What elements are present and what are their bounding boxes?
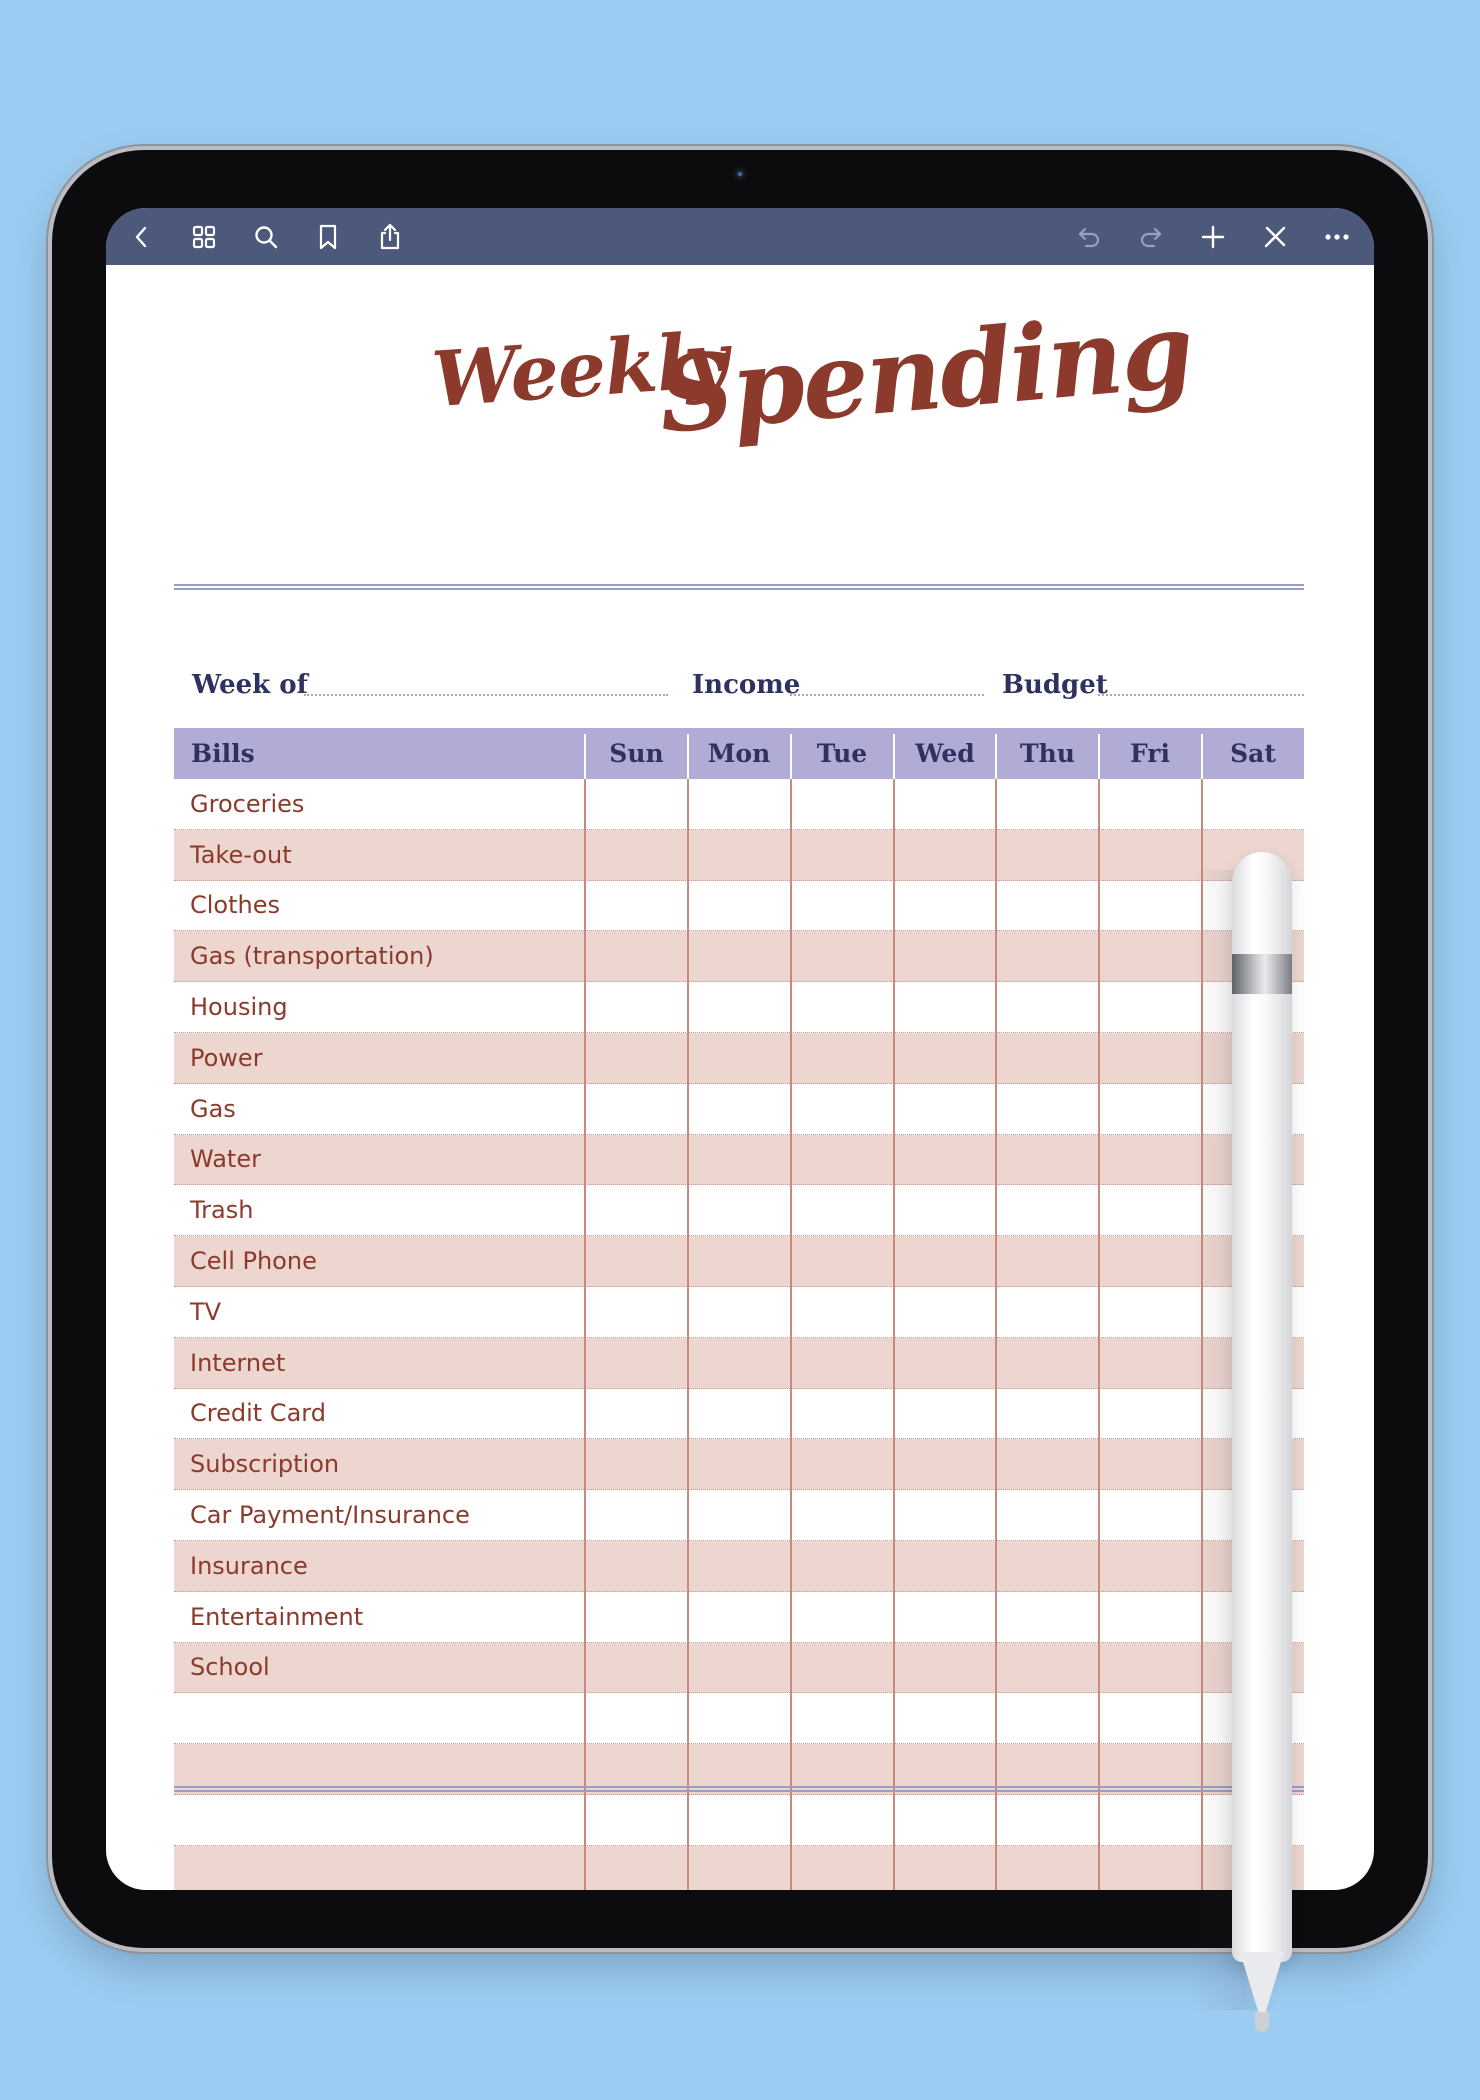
title-weekly: Weekly [429,314,731,425]
row-label: Trash [190,1196,254,1225]
row-label: Power [190,1043,263,1072]
income-field[interactable] [790,694,984,696]
search-icon[interactable] [241,208,291,265]
table-row[interactable] [174,1135,1304,1186]
table-row[interactable] [174,1338,1304,1389]
week-of-label: Week of [192,670,308,700]
header-bills: Bills [191,739,255,768]
row-label: Housing [190,993,288,1022]
table-row[interactable] [174,779,1304,830]
share-icon[interactable] [365,208,415,265]
column-divider [893,779,895,1890]
table-row[interactable] [174,1643,1304,1694]
column-divider [584,779,586,1890]
pencil-band [1232,954,1292,994]
week-of-field[interactable] [304,694,668,696]
table-row[interactable] [174,881,1304,932]
row-label: Gas [190,1094,236,1123]
more-icon[interactable] [1312,208,1362,265]
row-label: Internet [190,1348,286,1377]
column-divider [1098,779,1100,1890]
header-tue: Tue [816,739,868,768]
header-separator [790,734,792,779]
table-row[interactable] [174,1185,1304,1236]
income-label: Income [692,670,801,700]
table-row[interactable] [174,1795,1304,1846]
table-row[interactable] [174,830,1304,881]
pencil-body [1232,852,1292,1962]
camera [733,167,747,181]
header-sun: Sun [609,739,664,768]
title-divider [174,584,1304,590]
header-mon: Mon [707,739,771,768]
header-sat: Sat [1230,739,1276,768]
bookmark-icon[interactable] [303,208,353,265]
header-separator [687,734,689,779]
row-label: Car Payment/Insurance [190,1501,470,1530]
table-row[interactable] [174,1084,1304,1135]
row-label: Groceries [190,789,305,818]
table-row[interactable] [174,1490,1304,1541]
header-separator [893,734,895,779]
pencil-tip-end [1255,2012,1269,2032]
stylus-pencil [1232,852,1292,2032]
row-label: Cell Phone [190,1247,317,1276]
row-label: School [190,1653,270,1682]
header-separator [995,734,997,779]
add-icon[interactable] [1188,208,1238,265]
title-spending: Spending [653,287,1197,458]
budget-label: Budget [1002,670,1108,700]
row-label: Gas (transportation) [190,942,434,971]
table-row[interactable] [174,1541,1304,1592]
undo-icon[interactable] [1064,208,1114,265]
table-row[interactable] [174,1592,1304,1643]
row-label: Water [190,1145,261,1174]
table-row[interactable] [174,1033,1304,1084]
table-row[interactable] [174,1389,1304,1440]
header-wed: Wed [915,739,975,768]
header-separator [584,734,586,779]
header-fri: Fri [1130,739,1170,768]
table-bottom-divider [174,1786,1304,1792]
table-row[interactable] [174,931,1304,982]
row-label: Clothes [190,891,280,920]
back-icon[interactable] [117,208,167,265]
header-separator [1201,734,1203,779]
budget-field[interactable] [1098,694,1304,696]
grid-icon[interactable] [179,208,229,265]
row-label: Insurance [190,1551,308,1580]
table-row[interactable] [174,982,1304,1033]
table-row[interactable] [174,1846,1304,1890]
screen [106,208,1374,1890]
column-divider [995,779,997,1890]
table-header [174,728,1304,779]
row-label: Subscription [190,1450,340,1479]
app-toolbar [106,208,1374,265]
header-separator [1098,734,1100,779]
column-divider [790,779,792,1890]
pen-tool-icon[interactable] [1250,208,1300,265]
row-label: Credit Card [190,1399,326,1428]
table-row[interactable] [174,1693,1304,1744]
page-title [106,265,1374,465]
header-thu: Thu [1020,739,1075,768]
column-divider [687,779,689,1890]
row-label: TV [190,1297,222,1326]
row-label: Take-out [190,840,292,869]
table-row[interactable] [174,1287,1304,1338]
redo-icon[interactable] [1126,208,1176,265]
table-row[interactable] [174,1439,1304,1490]
table-row[interactable] [174,1236,1304,1287]
row-label: Entertainment [190,1602,364,1631]
